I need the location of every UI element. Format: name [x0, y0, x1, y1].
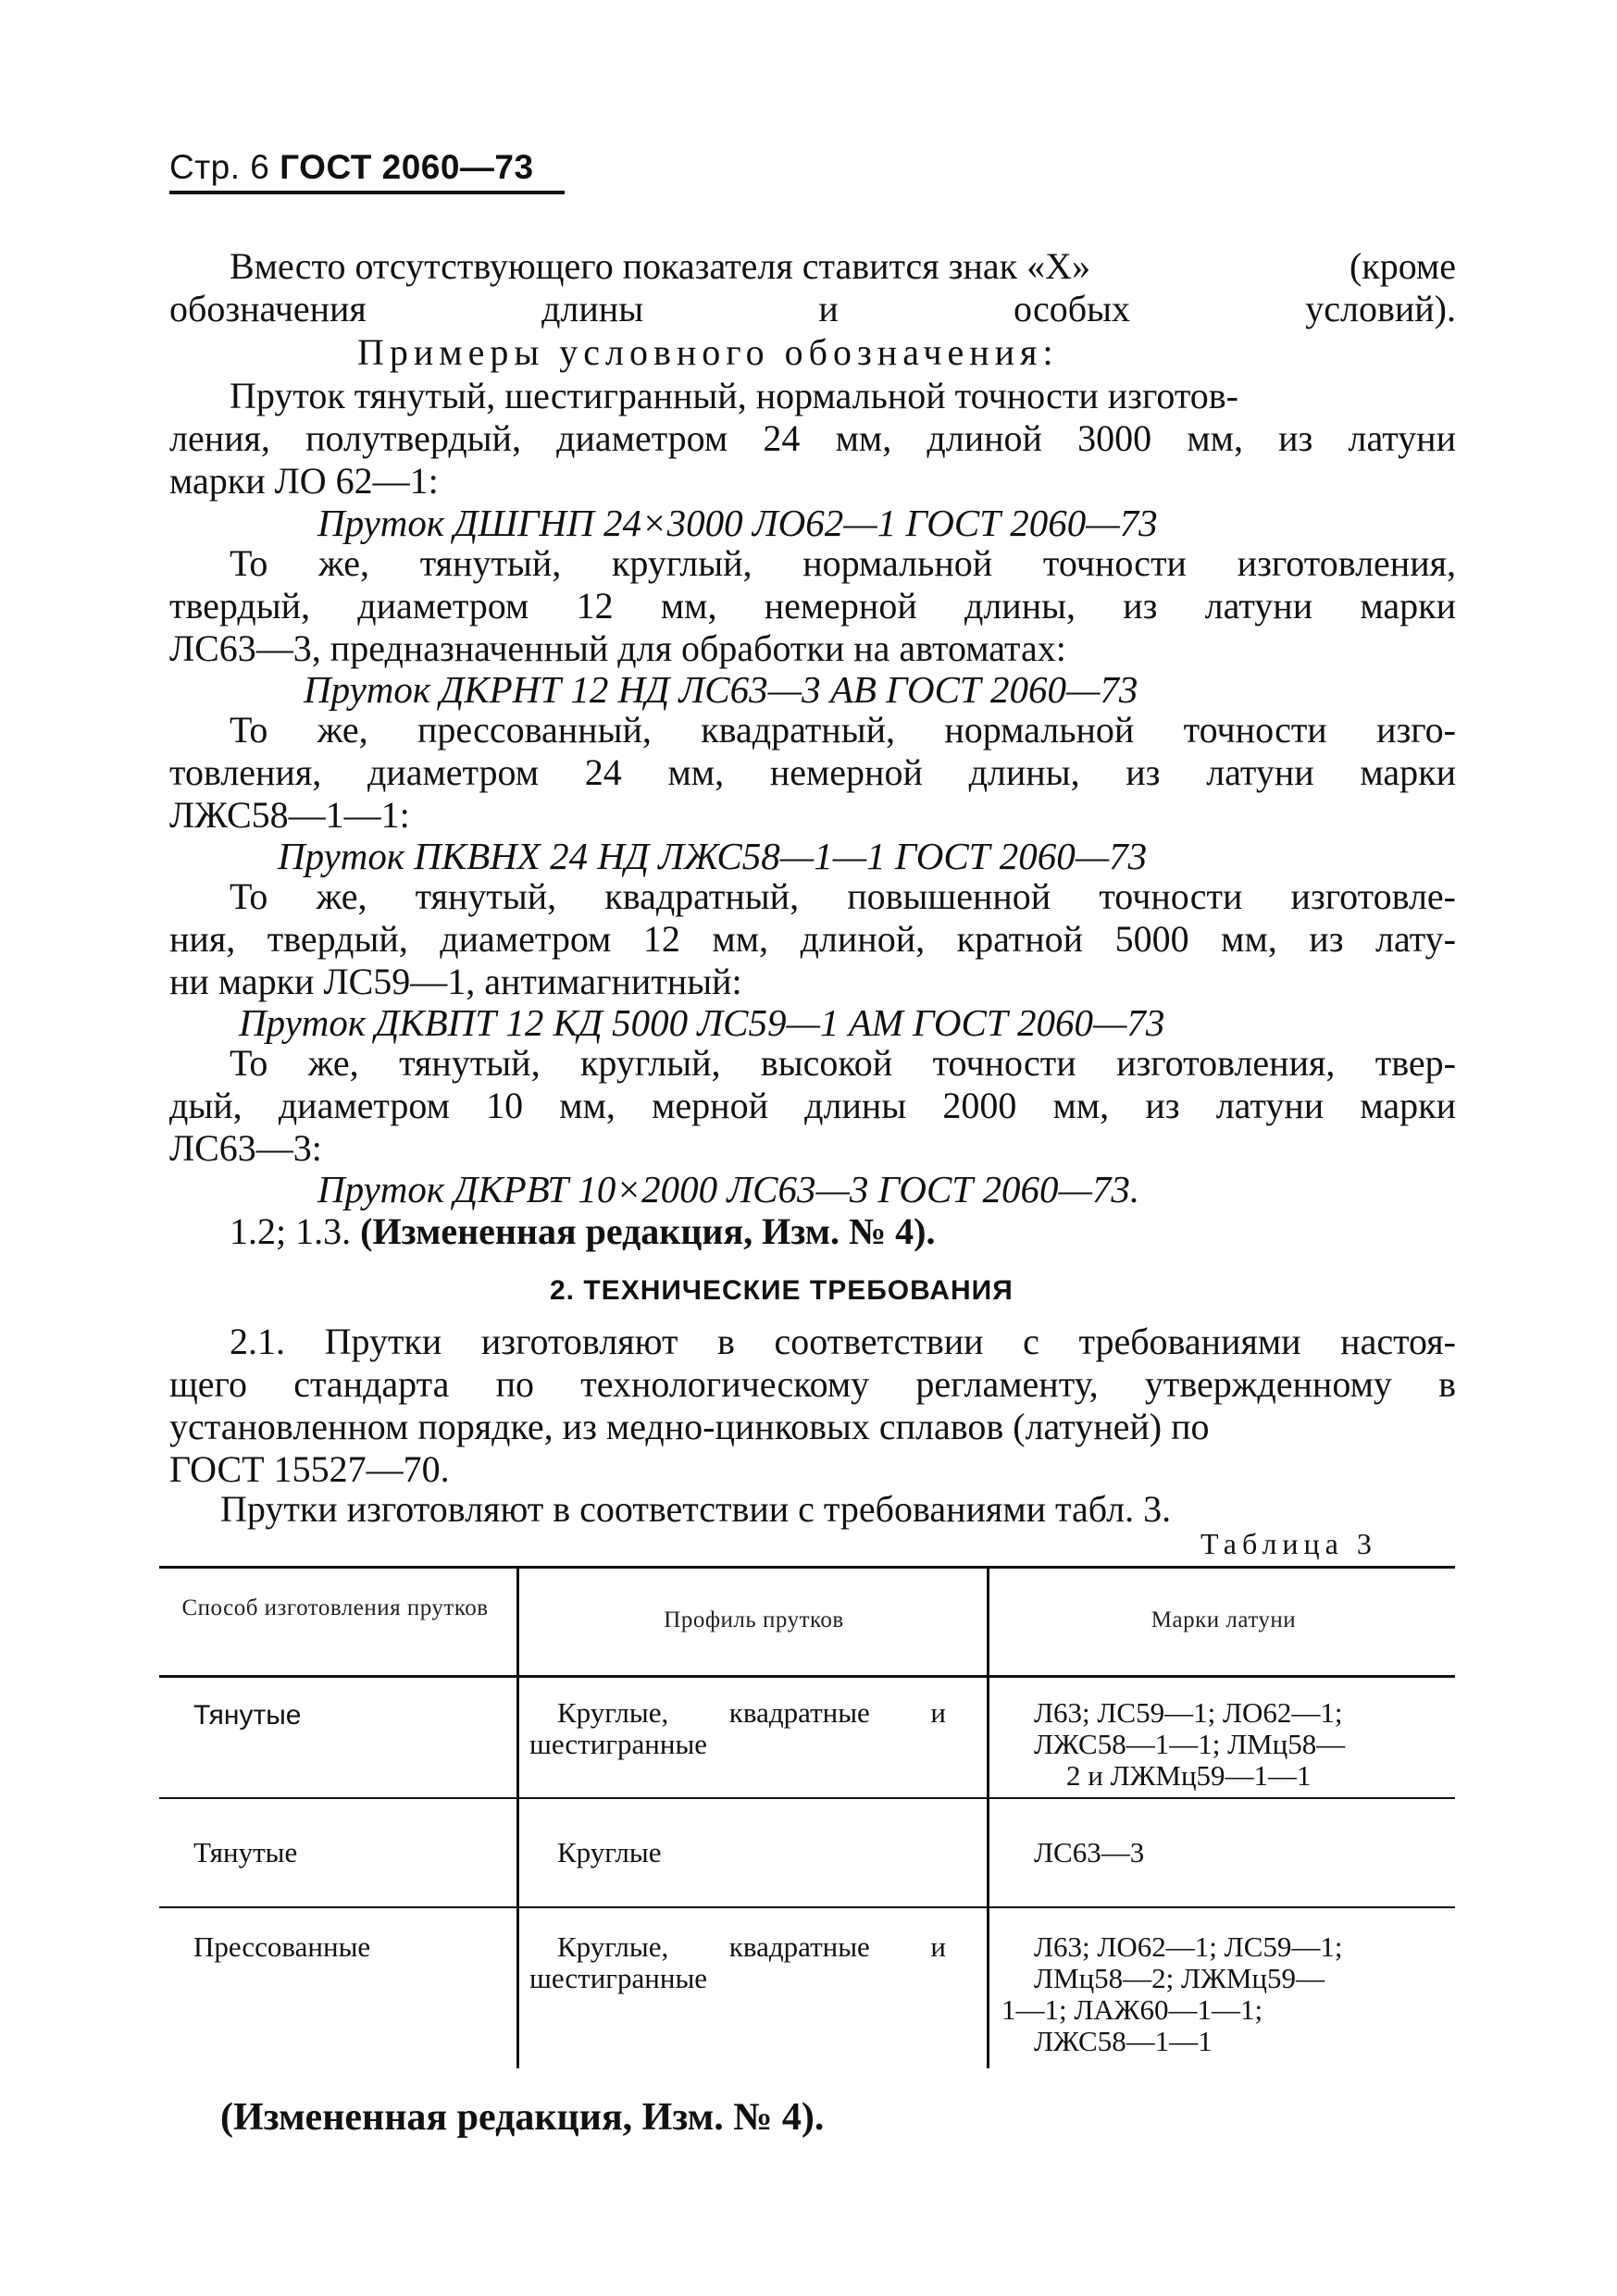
header-method: Способ изготовления прутков: [181, 1595, 489, 1620]
example-2-line-1: То же, тянутый, круглый, нормальной точности изготовления,: [230, 542, 1456, 584]
page-number: Стр. 6: [169, 148, 270, 186]
row-3-grades-line-2: ЛМц58—2; ЛЖМц59—: [1034, 1962, 1325, 1994]
page-header: [169, 148, 534, 187]
para-2-1-line-1: 2.1. Прутки изготовляют в соответствии с требованиями настоя-: [230, 1321, 1456, 1362]
edit-note-ref: 1.2; 1.3.: [230, 1210, 352, 1252]
row-3-profile-line-1: Круглые, квадратные и: [557, 1930, 946, 1963]
row-3-grades-line-4: ЛЖС58—1—1: [1034, 2025, 1213, 2057]
standard-number: ГОСТ 2060—73: [280, 148, 534, 186]
row-2-rule: [159, 1906, 1455, 1908]
row-1-grades-line-2: ЛЖС58—1—1; ЛМц58—: [1034, 1728, 1346, 1760]
example-5-line-2: дый, диаметром 10 мм, мерной длины 2000 мм, из латуни марки: [169, 1085, 1456, 1126]
table-3: [159, 1566, 1455, 2084]
example-1-line-1: [230, 375, 1456, 417]
row-1-profile-line-2: шестигранные: [529, 1728, 708, 1760]
table-header-rule: [159, 1675, 1455, 1678]
header-grades: Марки латуни: [1151, 1607, 1297, 1632]
example-1-designation: Пруток ДШГНП 24×3000 ЛО62—1 ГОСТ 2060—73: [317, 502, 1158, 544]
intro-text-b: (кроме: [1349, 245, 1456, 287]
para-2-1-line-3: установленном порядке, из медно-цинковых сплавов (латуней) по: [169, 1406, 1210, 1447]
column-divider-2: [987, 1569, 989, 2068]
example-5-line-1: То же, тянутый, круглый, высокой точности изготовления, твер-: [230, 1042, 1456, 1084]
example-3-designation: Пруток ПКВНХ 24 НД ЛЖС58—1—1 ГОСТ 2060—73: [278, 835, 1148, 877]
row-3-grades-line-1: Л63; ЛО62—1; ЛС59—1;: [1034, 1930, 1343, 1963]
row-1-method: Тянутые: [193, 1700, 302, 1731]
edit-note-1: [230, 1210, 935, 1253]
text: Пруток тянутый, шестигранный, нормальной точности изготов-: [230, 375, 1238, 416]
row-3-method: Прессованные: [193, 1930, 371, 1963]
intro-line-1: [230, 245, 1456, 288]
row-1-rule: [159, 1797, 1455, 1799]
row-3-grades-line-3: 1—1; ЛАЖ60—1—1;: [1001, 1993, 1263, 2026]
example-4-designation: Пруток ДКВПТ 12 КД 5000 ЛС59—1 АМ ГОСТ 2060—73: [239, 1001, 1165, 1044]
example-3-line-2: товления, диаметром 24 мм, немерной длины, из латуни марки: [169, 751, 1456, 793]
column-divider-1: [516, 1569, 519, 2068]
example-1-line-2: ления, полутвердый, диаметром 24 мм, длиной 3000 мм, из латуни: [169, 417, 1456, 459]
intro-line-2: обозначения длины и особых условий).: [169, 288, 1456, 329]
edit-note-text: (Измененная редакция, Изм. № 4).: [360, 1210, 936, 1252]
header-profile: Профиль прутков: [664, 1607, 844, 1632]
header-rule: [169, 191, 565, 194]
example-4-line-3: ни марки ЛС59—1, антимагнитный:: [169, 961, 742, 1002]
examples-heading: Примеры условного обозначения:: [357, 331, 1059, 373]
example-2-designation: Пруток ДКРНТ 12 НД ЛС63—3 АВ ГОСТ 2060—73: [304, 668, 1138, 711]
row-2-profile: Круглые: [557, 1836, 662, 1868]
example-3-line-3: ЛЖС58—1—1:: [169, 794, 410, 836]
row-1-profile-line-1: Круглые, квадратные и: [557, 1696, 946, 1729]
table-label: Таблица 3: [1200, 1527, 1377, 1560]
example-4-line-1: То же, тянутый, квадратный, повышенной точности изготовле-: [230, 875, 1456, 917]
para-2-1-line-2: щего стандарта по технологическому регламенту, утвержденному в: [169, 1363, 1456, 1405]
para-2-1-line-5: Прутки изготовляют в соответствии с требованиями табл. 3.: [220, 1488, 1172, 1530]
row-1-grades-line-1: Л63; ЛС59—1; ЛО62—1;: [1034, 1696, 1343, 1729]
example-1-line-3: марки ЛО 62—1:: [169, 460, 439, 502]
row-2-grades: ЛС63—3: [1034, 1836, 1145, 1868]
example-3-line-1: То же, прессованный, квадратный, нормальной точности изго-: [230, 709, 1456, 751]
example-4-line-2: ния, твердый, диаметром 12 мм, длиной, кратной 5000 мм, из лату-: [169, 918, 1456, 960]
row-1-grades-line-3: 2 и ЛЖМц59—1—1: [1066, 1759, 1312, 1792]
row-3-profile-line-2: шестигранные: [529, 1962, 708, 1994]
section-title: 2. ТЕХНИЧЕСКИЕ ТРЕБОВАНИЯ: [550, 1275, 1014, 1306]
para-2-1-line-4: ГОСТ 15527—70.: [169, 1448, 450, 1490]
final-edit-note: (Измененная редакция, Изм. № 4).: [220, 2096, 825, 2139]
example-5-designation: Пруток ДКРВТ 10×2000 ЛС63—3 ГОСТ 2060—73.: [317, 1168, 1140, 1210]
example-2-line-2: твердый, диаметром 12 мм, немерной длины, из латуни марки: [169, 585, 1456, 627]
row-2-method: Тянутые: [193, 1836, 298, 1868]
example-5-line-3: ЛС63—3:: [169, 1127, 322, 1169]
example-2-line-3: ЛС63—3, предназначенный для обработки на автоматах:: [169, 627, 1066, 669]
intro-text-a: Вместо отсутствующего показателя ставится знак «Х»: [230, 245, 1090, 287]
table-top-rule: [159, 1566, 1455, 1569]
